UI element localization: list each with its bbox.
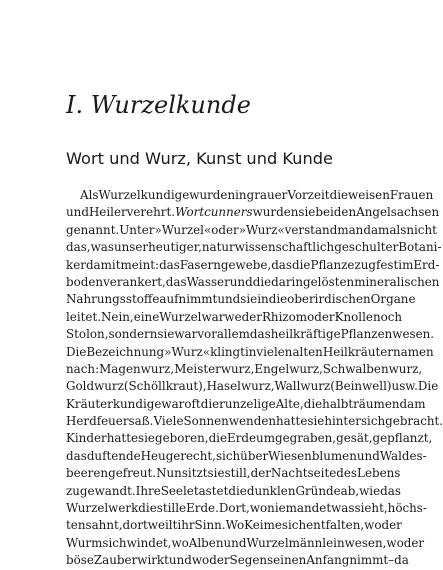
- text-line: das, was unser heutiger, naturwissenschaftlich geschulter Botani-: [66, 240, 442, 255]
- text-line: zugewandt. Ihre Seele tastet die dunklen Gründe ab, wie das: [66, 483, 401, 498]
- text-line: Wurzelwerk die stille Erde. Dort, wo niemand etwas sieht, höchs-: [66, 501, 427, 516]
- text-line: nach: Magenwurz, Meisterwurz, Engelwurz, Schwalbenwurz,: [66, 361, 423, 376]
- section-heading: Wort und Wurz, Kunst und Kunde: [66, 149, 333, 168]
- text-line: Die Bezeichnung »Wurz« klingt in vielen alten Heilkräuternamen: [66, 344, 434, 359]
- chapter-title: I. Wurzelkunde: [66, 91, 251, 119]
- text-line: das duftende Heu gerecht, sich über Wiesenblumen und Waldes-: [66, 448, 427, 463]
- text-line: genannt. Unter »Wurzel« oder »Wurz« verstand man damals nicht: [66, 222, 437, 237]
- text-line: leitet. Nein, eine Wurzel war weder Rhizom oder Knolle noch: [66, 309, 403, 324]
- text-line: Nahrungsstoffe aufnimmt und sie in die oberirdischen Organe: [66, 292, 416, 307]
- text-line: Kräuterkundige war oft die runzelige Alte, die halb träumend am: [66, 396, 426, 411]
- text-line: Goldwurz (Schöllkraut), Haselwurz, Wallwurz (Beinwell) usw. Die: [66, 379, 439, 394]
- text-line: tens ahnt, dort weilt ihr Sinn. Wo Keime sich entfalten, wo der: [66, 518, 402, 533]
- text-line: böse Zauber wirkt und wo der Segen seinen Anfang nimmt – da: [66, 553, 409, 568]
- body-paragraph: [66, 187, 443, 570]
- text-line: Als Wurzelkundige wurden in grauer Vorzeit die weisen Frauen: [80, 188, 434, 202]
- text-line: ker damit meint: das Faserngewebe, das die Pflanze zugfest im Erd-: [66, 257, 440, 272]
- text-line: Herdfeuer saß. Viele Sonnenwenden hatte sie hinter sich gebracht.: [66, 414, 443, 429]
- text-line: Wurm sich windet, wo Alben und Wurzelmännlein wesen, wo der: [66, 535, 425, 550]
- text-line: Kinder hatte sie geboren, die Erde umgegraben, gesät, gepflanzt,: [66, 431, 433, 446]
- text-line: beeren gefreut. Nun sitzt sie still, der Nachtseite des Lebens: [66, 466, 401, 481]
- text-line: Stolon, sondern sie war vor allem das heilkräftige Pflanzenwesen.: [66, 327, 435, 342]
- text-line: boden verankert, das Wasser und die darin gelösten mineralischen: [66, 274, 440, 289]
- text-line: und Heiler verehrt. Wortcunners wurden sie bei den Angelsachsen: [66, 205, 440, 220]
